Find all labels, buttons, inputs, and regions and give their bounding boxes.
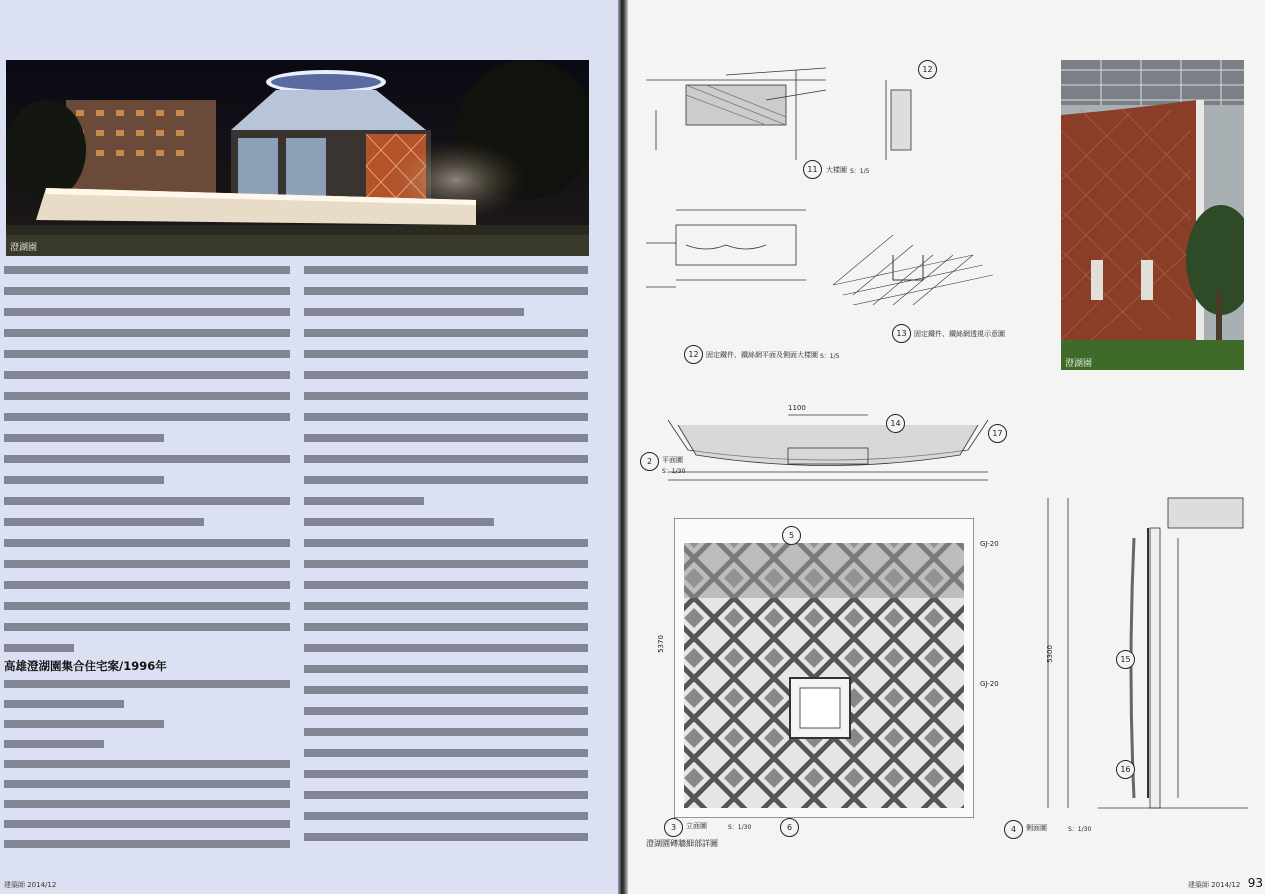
callout-15: 15 bbox=[1116, 650, 1135, 669]
drawing-13-number: 13 bbox=[892, 324, 911, 343]
drawing-3-title: 立面圖 bbox=[686, 822, 707, 830]
callout-12-a: 12 bbox=[918, 60, 937, 79]
drawing-12-title: 固定鐵件、鐵絲網平面及側面大樣圖 bbox=[706, 351, 818, 359]
drawing-3-number: 3 bbox=[664, 818, 683, 837]
dim-5370: 5370 bbox=[656, 635, 665, 653]
callout-5: 5 bbox=[782, 526, 801, 545]
text-column-1 bbox=[4, 260, 290, 667]
drawing-13-title: 固定鐵件、鐵絲網透視示意圖 bbox=[914, 330, 1005, 338]
callout-14: 14 bbox=[886, 414, 905, 433]
drawing-2-title: 平面圖 bbox=[662, 456, 683, 464]
facade-photo-chenghu-garden bbox=[1061, 60, 1244, 370]
text-column-2 bbox=[304, 260, 588, 869]
drawing-4-scale: S：1/30 bbox=[1068, 826, 1092, 833]
dim-1100: 1100 bbox=[788, 404, 806, 412]
drawing-12-number: 12 bbox=[684, 345, 703, 364]
drawing-11-title: 大樣圖 bbox=[826, 166, 847, 174]
callout-17: 17 bbox=[988, 424, 1007, 443]
right-folio: 建築師 2014/12 bbox=[1188, 881, 1241, 889]
label-gj20-bottom: GJ-20 bbox=[980, 680, 999, 688]
drawing-4-title: 側面圖 bbox=[1026, 824, 1047, 832]
dim-5300: 5300 bbox=[1045, 645, 1054, 663]
drawing-12-scale: S：1/5 bbox=[820, 353, 840, 360]
detail-drawing-12 bbox=[646, 205, 816, 305]
elevation-drawing-3 bbox=[674, 518, 974, 818]
callout-16: 16 bbox=[1116, 760, 1135, 779]
left-folio: 建築師 2014/12 bbox=[4, 881, 57, 889]
drawing-4-number: 4 bbox=[1004, 820, 1023, 839]
right-page bbox=[628, 0, 1265, 894]
page-number: 93 bbox=[1247, 876, 1263, 890]
drawing-2-number: 2 bbox=[640, 452, 659, 471]
label-gj20-top: GJ-20 bbox=[980, 540, 999, 548]
drawing-11-scale: S：1/5 bbox=[850, 168, 870, 175]
bottom-caption: 澄湖園磚牆細部詳圖 bbox=[646, 839, 718, 848]
drawing-2-scale: S：1/30 bbox=[662, 468, 686, 475]
section-drawing-4 bbox=[1038, 478, 1258, 823]
photo-caption-left: 澄湖園 bbox=[10, 242, 38, 252]
drawing-3-scale: S：1/30 bbox=[728, 824, 752, 831]
section-title: 高雄澄湖園集合住宅案/1996年 bbox=[4, 659, 167, 673]
left-page bbox=[0, 0, 618, 894]
plan-drawing-2 bbox=[668, 410, 988, 485]
detail-drawing-11 bbox=[646, 60, 946, 170]
book-gutter bbox=[618, 0, 628, 894]
text-column-1-continued bbox=[4, 676, 290, 870]
night-photo-chenghu-garden bbox=[6, 60, 589, 256]
photo-caption-right: 澄湖園 bbox=[1065, 358, 1093, 368]
detail-drawing-13 bbox=[833, 225, 993, 305]
drawing-11-number: 11 bbox=[803, 160, 822, 179]
callout-6: 6 bbox=[780, 818, 799, 837]
